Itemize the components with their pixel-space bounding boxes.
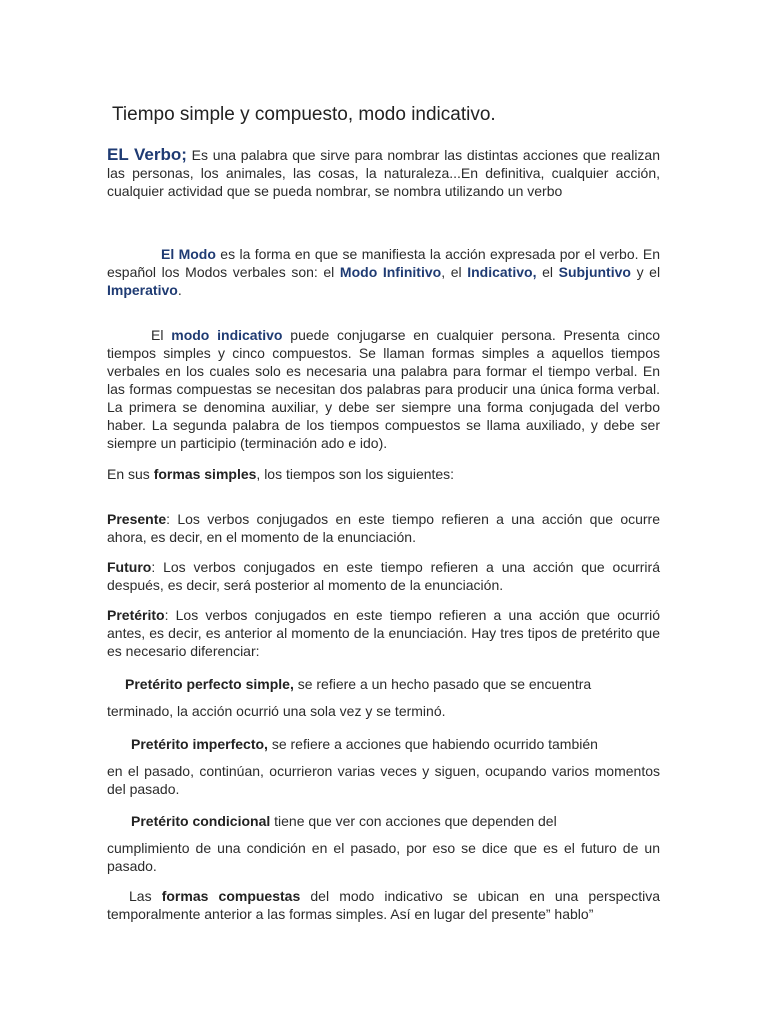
imperfecto-line2: en el pasado, continúan, ocurrieron varias veces y siguen, ocupando varios momentos del pasado. [107, 763, 660, 797]
simples-pre: En sus [107, 466, 150, 482]
presente-paragraph [107, 510, 660, 546]
preterito-term: Pretérito [107, 607, 165, 623]
preterito-paragraph [107, 606, 660, 660]
page-title: Tiempo simple y compuesto, modo indicativo. [112, 104, 496, 125]
condicional-term: Pretérito condicional [131, 813, 271, 829]
indicativo-text: puede conjugarse en cualquier persona. Presenta cinco tiempos simples y cinco compuestos. Se llaman formas simples a aquellos tiempos verbales en los cuales solo es necesaria una palabra para formar el tiempo verbal. En las formas compuestas se necesitan dos palabras para producir una única forma verbal. La primera se denomina auxiliar, y debe ser siempre una forma conjugada del verbo haber. La segunda palabra de los tiempos compuestos se llama auxiliado, y debe ser siempre un participio (terminación ado e ido). [107, 327, 661, 451]
modo-text: es la forma en que se manifiesta la acción expresada por el verbo. En español los Modos verbales son: el [107, 246, 661, 280]
modo-imperativo: Imperativo [107, 282, 178, 298]
indicativo-term: modo indicativo [171, 327, 283, 343]
imperfecto-term: Pretérito imperfecto, [131, 736, 268, 752]
indicativo-paragraph [107, 326, 660, 452]
modo-subjuntivo: Subjuntivo [558, 264, 631, 280]
modo-paragraph [107, 245, 660, 299]
imperfecto-line1: se refiere a acciones que habiendo ocurrido también [271, 736, 598, 752]
compuestas-text: del modo indicativo se ubican en una perspectiva temporalmente anterior a las formas simples. Así en lugar del presente” hablo” [107, 888, 660, 922]
futuro-text: : Los verbos conjugados en este tiempo refieren a una acción que ocurrirá después, es decir, será posterior al momento de la enunciación. [107, 559, 660, 593]
modo-sep-1: , el [441, 264, 462, 280]
verbo-paragraph [107, 146, 660, 200]
simples-term: formas simples [153, 466, 257, 482]
preterito-text: : Los verbos conjugados en este tiempo refieren a una acción que ocurrió antes, es decir, es anterior al momento de la enunciación. Hay tres tipos de pretérito que es necesario diferenciar: [107, 607, 660, 659]
condicional-line1: tiene que ver con acciones que dependen del [274, 813, 557, 829]
verbo-term: EL Verbo; [107, 145, 187, 164]
condicional-paragraph [107, 812, 660, 875]
modo-sep-2: el [542, 264, 553, 280]
perfecto-paragraph [107, 675, 660, 720]
simples-text: , los tiempos son los siguientes: [256, 466, 455, 482]
compuestas-paragraph [107, 887, 660, 923]
modo-infinitivo: Modo Infinitivo [339, 264, 442, 280]
compuestas-pre: Las [129, 888, 152, 904]
futuro-paragraph [107, 558, 660, 594]
modo-term: El Modo [161, 246, 216, 262]
futuro-term: Futuro [107, 559, 152, 575]
presente-text: : Los verbos conjugados en este tiempo refieren a una acción que ocurre ahora, es decir, en el momento de la enunciación. [107, 511, 660, 545]
modo-sep-3: y el [636, 264, 661, 280]
verbo-text: Es una palabra que sirve para nombrar las distintas acciones que realizan las personas, los animales, las cosas, la naturaleza...En definitiva, cualquier acción, cualquier actividad que se pueda nombrar, se nombra utilizando un verbo [107, 147, 661, 199]
imperfecto-paragraph [107, 735, 660, 798]
perfecto-line1: se refiere a un hecho pasado que se encuentra [297, 676, 592, 692]
simples-intro [107, 465, 660, 483]
modo-end: . [177, 282, 182, 298]
perfecto-line2: terminado, la acción ocurrió una sola vez y se terminó. [107, 703, 446, 719]
modo-indicativo: Indicativo, [467, 264, 537, 280]
compuestas-term: formas compuestas [161, 888, 301, 904]
presente-term: Presente [107, 511, 167, 527]
condicional-line2: cumplimiento de una condición en el pasado, por eso se dice que es el futuro de un pasado. [107, 840, 660, 874]
perfecto-term: Pretérito perfecto simple, [125, 676, 294, 692]
indicativo-pre: El [151, 327, 164, 343]
